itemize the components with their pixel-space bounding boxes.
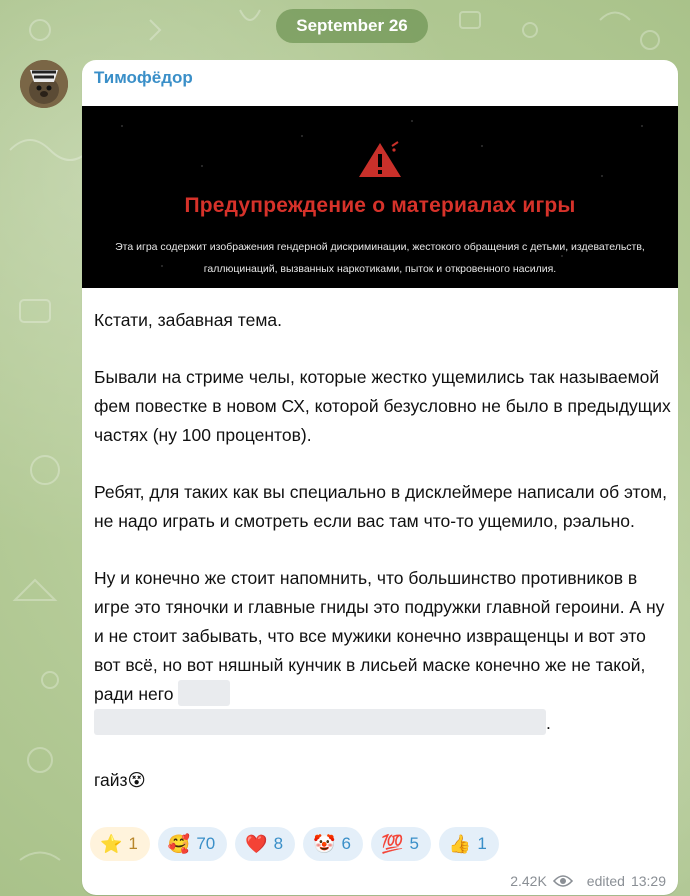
media-warning-body: Эта игра содержит изображения гендерной дискриминации, жестокого обращения с детьми, издевательств, галлюцинаций, вызванных наркотиками, пыток и откровенного насилия. xyxy=(115,241,645,275)
reaction-count: 5 xyxy=(409,834,419,853)
spoiler-text[interactable] xyxy=(178,680,230,706)
reaction-heart[interactable] xyxy=(235,827,295,861)
reaction-smiling-hearts[interactable] xyxy=(158,827,227,861)
eye-icon xyxy=(553,874,573,888)
message-media-image[interactable] xyxy=(82,106,678,288)
message-time: 13:29 xyxy=(630,873,666,889)
reaction-count: 1 xyxy=(477,834,487,853)
hundred-points-icon: 💯 xyxy=(381,833,404,855)
reaction-hundred[interactable] xyxy=(371,827,431,861)
dizzy-face-emoji: 😵 xyxy=(127,771,146,791)
message-paragraph: Ребят, для таких как вы специально в дисклеймере написали об этом, не надо играть и смотреть если вас там что-то ущемило, рэально. xyxy=(94,482,667,531)
warning-triangle-icon xyxy=(356,140,404,180)
thumbs-up-icon: 👍 xyxy=(448,833,472,855)
views-count: 2.42K xyxy=(510,873,547,889)
message-paragraph: гайз😵 xyxy=(94,770,146,791)
spoiler-text[interactable] xyxy=(94,709,546,735)
heart-icon: ❤️ xyxy=(245,833,268,855)
reaction-clown[interactable] xyxy=(303,827,363,861)
reaction-count: 1 xyxy=(128,834,138,853)
reactions-bar xyxy=(90,827,499,861)
clown-icon: 🤡 xyxy=(313,833,336,855)
message-bubble[interactable] xyxy=(82,60,678,895)
smiling-hearts-icon: 🥰 xyxy=(167,833,191,855)
message-paragraph: Ну и конечно же стоит напомнить, что большинство противников в игре это тяночки и главные гниды это подружки главной героини. А ну и не стоит забывать, что все мужики конечно извращенцы и вот это вот всё, но вот няшный кунчик в лисьей маске конечно же не такой, ради него . xyxy=(94,568,665,733)
reaction-thumbs-up[interactable] xyxy=(439,827,499,861)
edited-label: edited xyxy=(586,873,625,889)
star-icon: ⭐ xyxy=(100,833,123,855)
date-separator: September 26 xyxy=(276,9,428,43)
reaction-star[interactable] xyxy=(90,827,150,861)
sender-avatar[interactable] xyxy=(20,60,68,108)
media-warning-title: Предупреждение о материалах игры xyxy=(184,194,576,217)
message-text xyxy=(94,306,672,796)
reaction-count: 6 xyxy=(341,834,352,853)
reaction-count: 8 xyxy=(273,834,284,853)
reaction-count: 70 xyxy=(196,834,216,853)
message-meta xyxy=(510,873,666,889)
message-paragraph: Бывали на стриме челы, которые жестко ущемились так называемой фем повестке в новом СХ, которой безусловно не было в предыдущих частях (ну 100 процентов). xyxy=(94,367,671,445)
sender-name[interactable]: Тимофёдор xyxy=(94,68,193,87)
message-paragraph: Кстати, забавная тема. xyxy=(94,310,282,330)
